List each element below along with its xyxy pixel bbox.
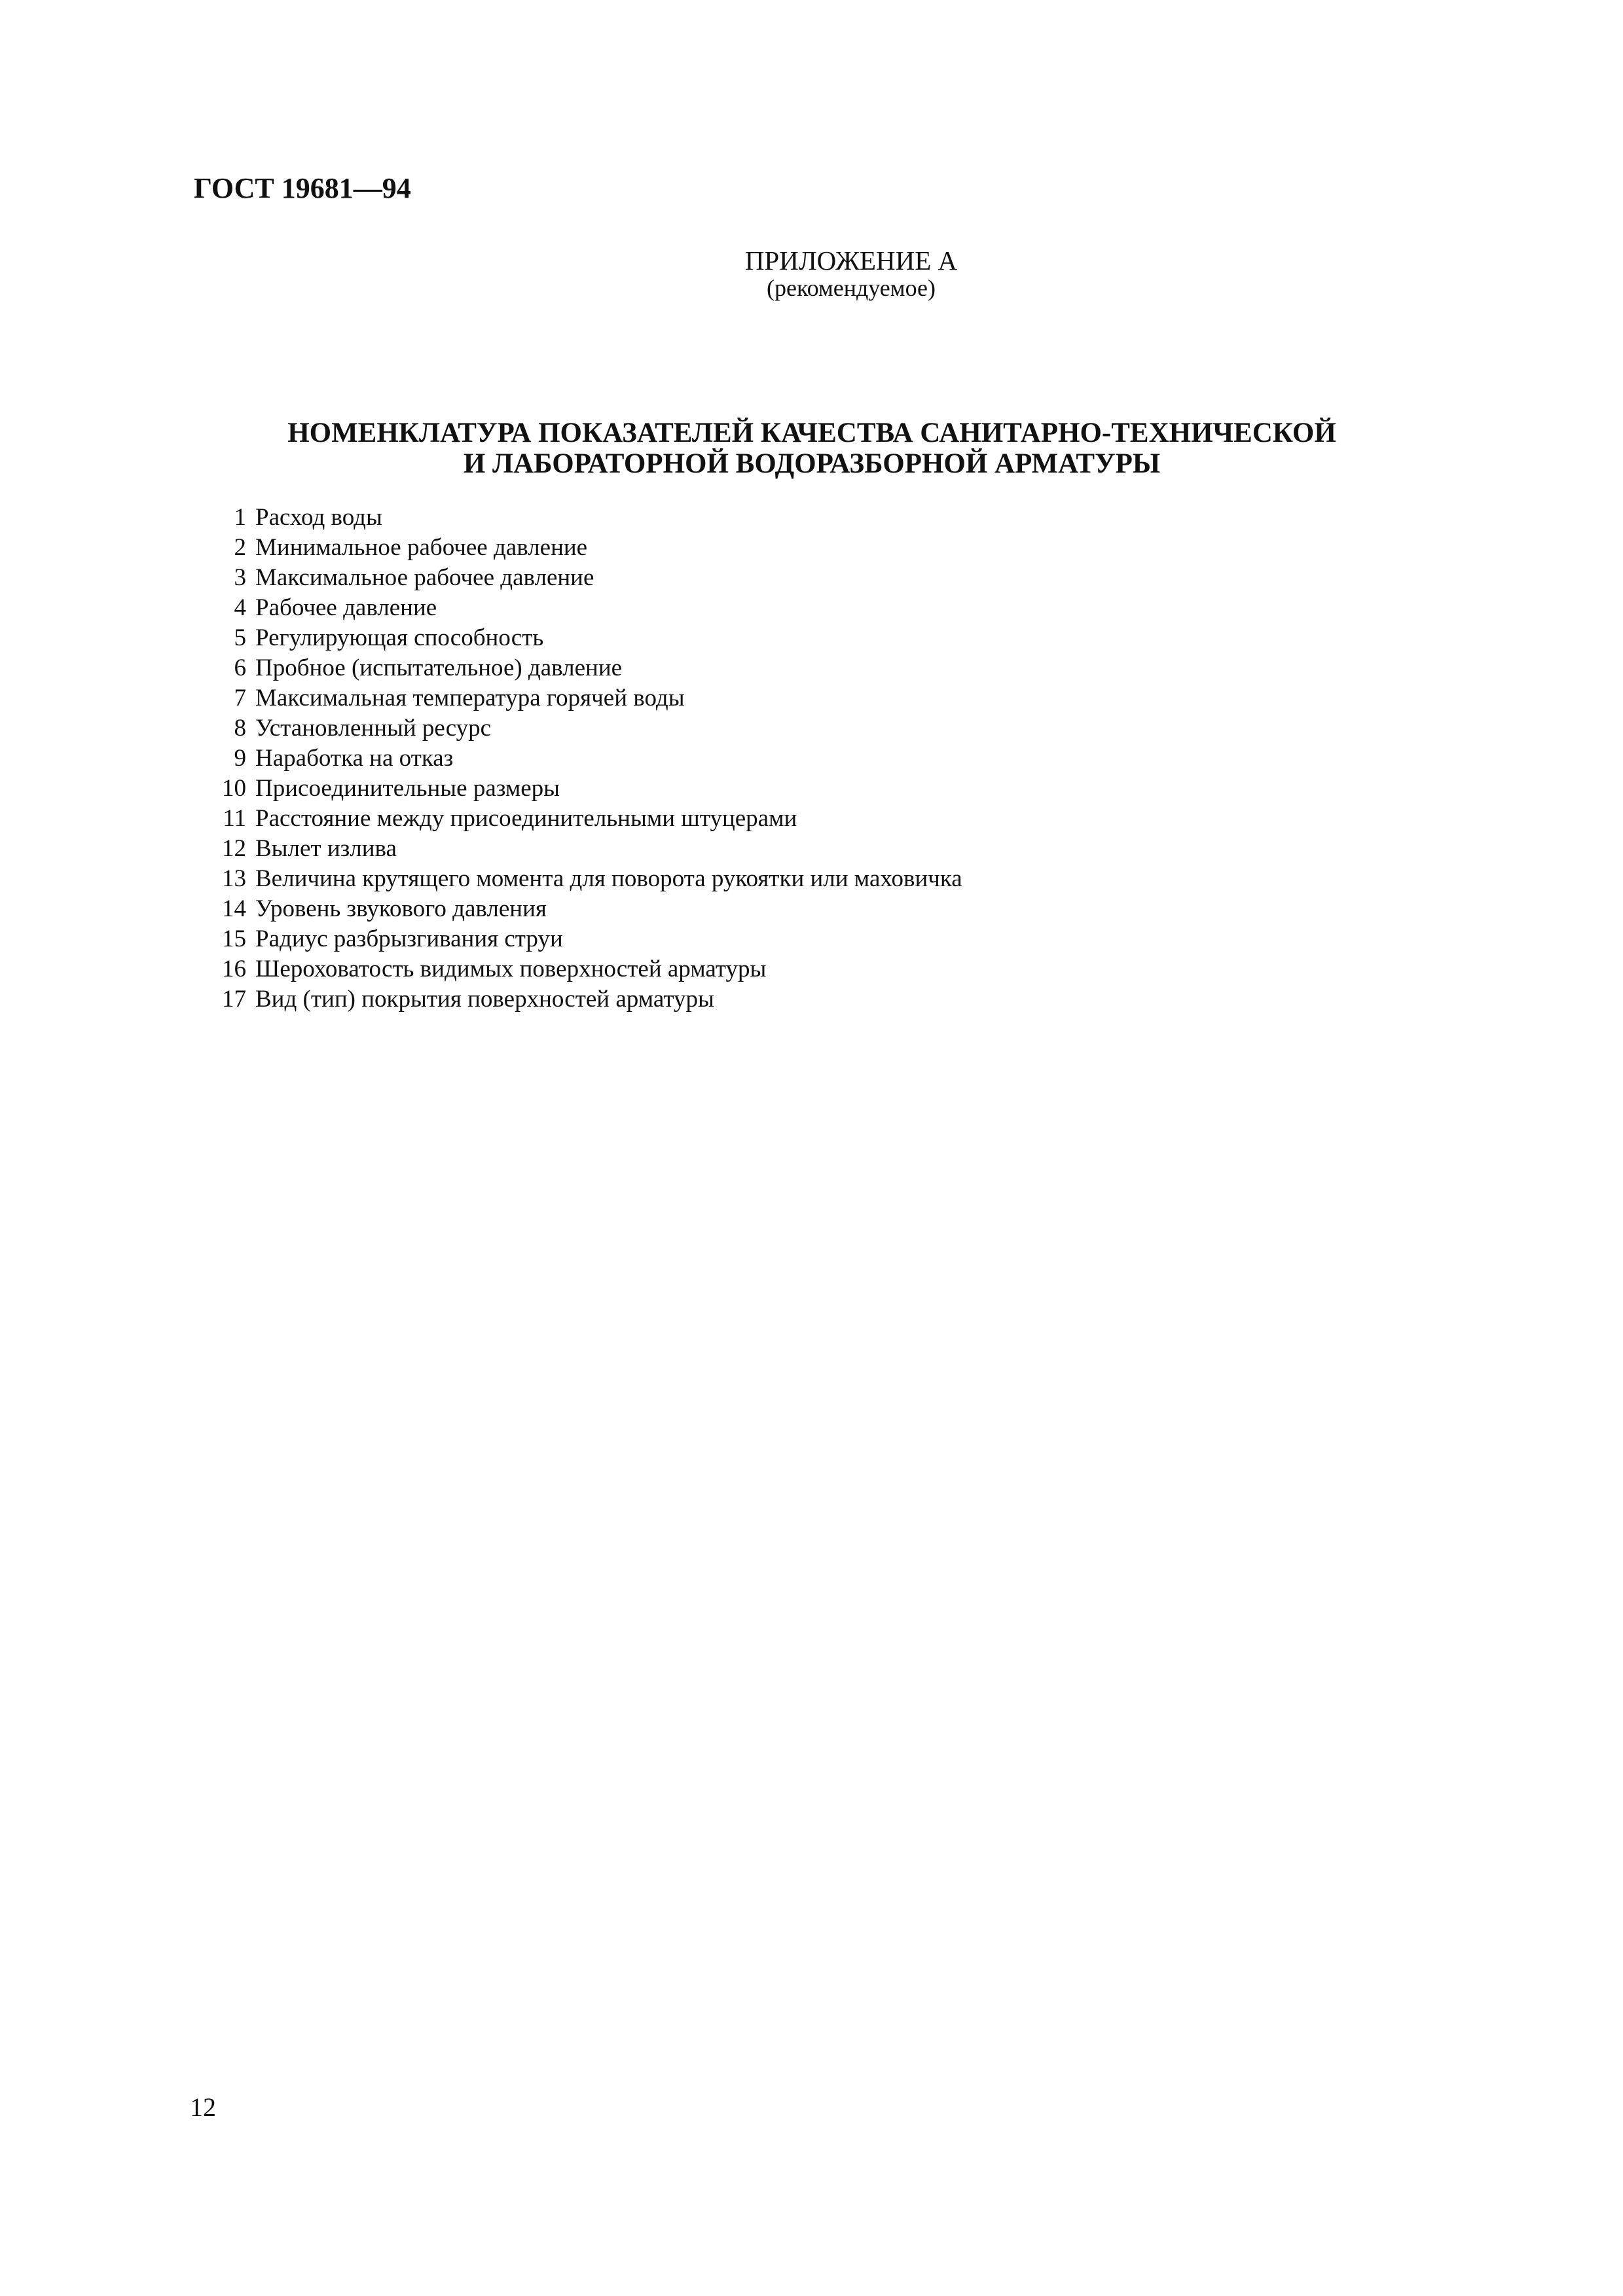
list-item — [196, 924, 962, 954]
main-heading — [196, 418, 1427, 479]
item-number: 7 — [234, 685, 246, 711]
list-item — [196, 834, 962, 864]
item-number: 6 — [234, 655, 246, 681]
item-text: Минимальное рабочее давление — [255, 534, 588, 561]
item-text: Уровень звукового давления — [255, 895, 547, 922]
item-number: 10 — [222, 775, 246, 802]
list-item — [196, 954, 962, 984]
list-item — [196, 503, 962, 533]
list-item — [196, 563, 962, 593]
list-item — [196, 744, 962, 774]
item-text: Наработка на отказ — [255, 745, 454, 772]
item-text: Регулирующая способность — [255, 624, 544, 651]
item-number: 13 — [222, 865, 246, 892]
item-text: Максимальное рабочее давление — [255, 564, 594, 591]
item-number: 15 — [222, 925, 246, 952]
item-text: Шероховатость видимых поверхностей арматуры — [255, 956, 767, 982]
item-text: Вылет излива — [255, 835, 397, 862]
list-item — [196, 533, 962, 563]
item-number: 11 — [223, 805, 246, 832]
item-number: 12 — [222, 835, 246, 862]
annex-title: ПРИЛОЖЕНИЕ А — [744, 245, 958, 276]
item-text: Присоединительные размеры — [255, 775, 560, 802]
list-item — [196, 713, 962, 744]
list-item — [196, 864, 962, 894]
item-number: 1 — [234, 504, 246, 531]
list-item — [196, 894, 962, 924]
main-heading-line-2: И ЛАБОРАТОРНОЙ ВОДОРАЗБОРНОЙ АРМАТУРЫ — [463, 448, 1161, 479]
item-text: Радиус разбрызгивания струи — [255, 925, 563, 952]
item-number: 5 — [234, 624, 246, 651]
item-number: 2 — [234, 534, 246, 561]
item-number: 8 — [234, 715, 246, 742]
list-item — [196, 804, 962, 834]
item-number: 4 — [234, 594, 246, 621]
item-text: Установленный ресурс — [255, 715, 492, 742]
item-text: Рабочее давление — [255, 594, 437, 621]
list-item — [196, 683, 962, 713]
quality-indicator-list — [196, 503, 962, 1014]
document-code: ГОСТ 19681—94 — [194, 172, 411, 204]
item-text: Расстояние между присоединительными штуцерами — [255, 805, 797, 832]
item-number: 3 — [234, 564, 246, 591]
item-text: Расход воды — [255, 504, 382, 531]
page-number: 12 — [190, 2092, 216, 2122]
list-item — [196, 653, 962, 683]
item-number: 9 — [234, 745, 246, 772]
list-item — [196, 774, 962, 804]
annex-note: (рекомендуемое) — [767, 275, 936, 301]
item-text: Максимальная температура горячей воды — [255, 685, 685, 711]
item-text: Величина крутящего момента для поворота рукоятки или маховичка — [255, 865, 962, 892]
list-item — [196, 623, 962, 653]
item-number: 16 — [222, 956, 246, 982]
list-item — [196, 593, 962, 623]
item-text: Пробное (испытательное) давление — [255, 655, 623, 681]
item-text: Вид (тип) покрытия поверхностей арматуры — [255, 986, 714, 1013]
main-heading-line-1: НОМЕНКЛАТУРА ПОКАЗАТЕЛЕЙ КАЧЕСТВА САНИТАРНО-ТЕХНИЧЕСКОЙ — [287, 418, 1336, 448]
list-item — [196, 984, 962, 1014]
item-number: 14 — [222, 895, 246, 922]
item-number: 17 — [222, 986, 246, 1013]
